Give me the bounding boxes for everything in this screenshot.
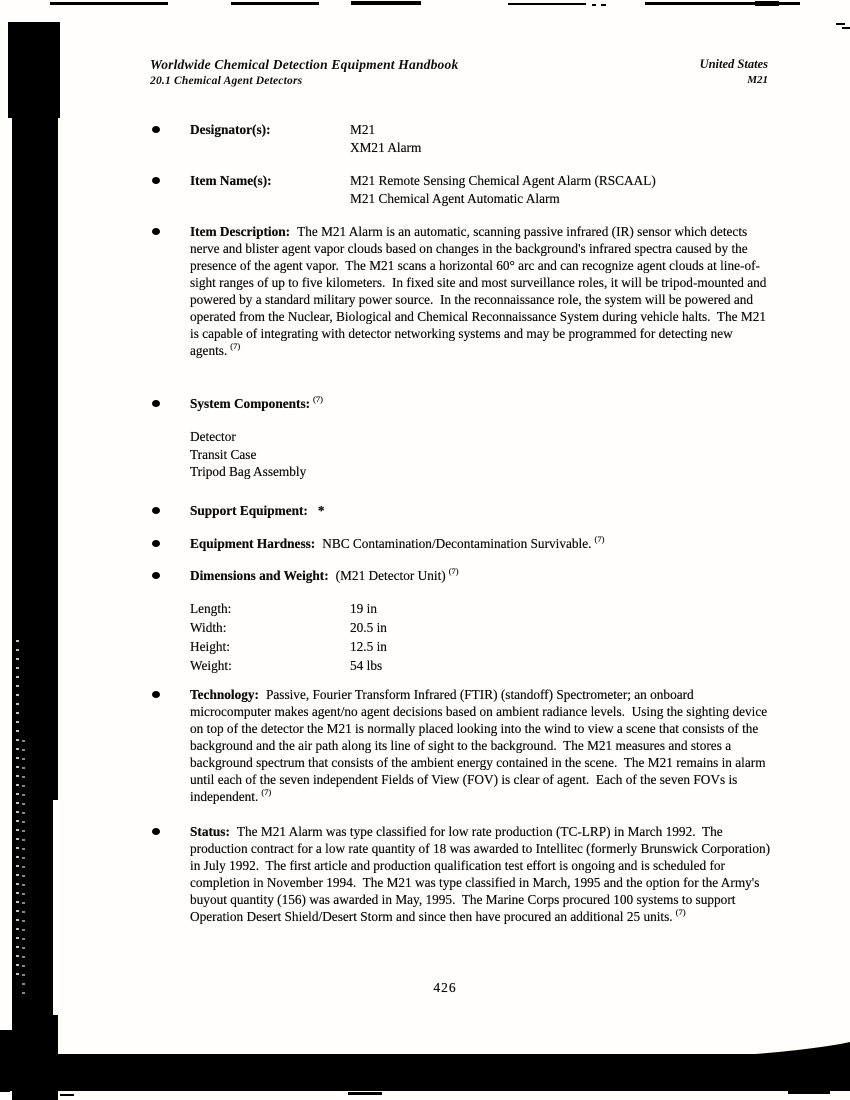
scan-artifact-bottom-band — [0, 1030, 850, 1100]
scan-artifact-bottom-speck — [60, 1094, 74, 1096]
footnote-marker: (7) — [594, 534, 605, 544]
bullet-col — [150, 823, 190, 925]
scan-artifact-speckle — [22, 740, 25, 1000]
item-name-row — [190, 172, 772, 207]
bullet-col — [150, 686, 190, 805]
section-equipment-hardness — [150, 535, 772, 552]
status-paragraph — [190, 823, 772, 925]
handbook-title: Worldwide Chemical Detection Equipment Handbook — [150, 57, 459, 72]
footnote-marker: (7) — [261, 787, 272, 797]
handbook-section: 20.1 Chemical Agent Detectors — [150, 75, 303, 87]
component-item: Transit Case — [190, 446, 257, 462]
designator-row — [190, 121, 772, 156]
section-item-name — [150, 172, 772, 207]
bullet-icon — [152, 507, 160, 514]
footnote-marker: (7) — [313, 394, 323, 404]
item-name-value: M21 Chemical Agent Automatic Alarm — [350, 190, 560, 206]
bullet-col — [150, 172, 190, 207]
equipment-hardness-value: NBC Contamination/Decontamination Survivable. — [322, 536, 592, 551]
bullet-col — [150, 223, 190, 359]
system-components-list — [190, 428, 750, 481]
equipment-hardness-label: Equipment Hardness: — [190, 536, 316, 551]
scan-artifact-left-bar-top-blob — [8, 22, 60, 118]
item-description-text: The M21 Alarm is an automatic, scanning passive infrared (IR) sensor which detects nerve and blister agent vapor clouds based on changes in the background's infrared spectra caused by the presence of the agent vapor. The M21 scans a horizontal 60° arc and can recognize agent clouds at line-of-sight ranges of up to five kilometers. In fixed site and most surveillance roles, it will be tripod-mounted and powered by a standard military power source. In the reconnaissance role, the system will be powered and operated from the Nuclear, Biological and Chemical Reconnaissance System during vehicle halts. The M21 is capable of integrating with detector networking systems and may be programmed for detecting new agents. — [190, 224, 770, 358]
dimension-name: Height: — [190, 639, 230, 654]
designator-values — [350, 121, 421, 156]
scan-artifact-top-dash — [755, 1, 779, 6]
system-components-label: System Components: — [190, 396, 311, 411]
bullet-col — [150, 395, 190, 412]
status-label: Status: — [190, 824, 230, 839]
table-row — [190, 656, 610, 675]
support-equipment-value: * — [317, 503, 325, 518]
scan-artifact-left-bar-gap — [53, 800, 58, 1015]
designator-value: M21 — [350, 122, 376, 137]
section-item-description — [150, 223, 772, 359]
scan-artifact-bottom-speck — [348, 1092, 382, 1095]
scan-artifact-speckle — [16, 640, 19, 980]
technology-text: Passive, Fourier Transform Infrared (FTIR) (standoff) Spectrometer; an onboard microcomputer makes agent/no agent decisions based on ambient radiance levels. Using the sighting device on top of the detector the M21 is normally placed looking into the wind to view a scene that consists of the background and the air path along its line of sight to the background. The M21 measures and stores a background spectrum that consists of the ambient energy contained in the scene. The M21 remains in alarm until each of the seven independent Fields of View (FOV) is clear of agent. Each of the seven FOVs is independent. — [190, 687, 771, 804]
item-name-label: Item Name(s): — [190, 173, 272, 188]
dimension-value: 54 lbs — [350, 658, 383, 673]
support-equipment-label: Support Equipment: — [190, 503, 308, 518]
scan-artifact-top-dot — [601, 4, 606, 6]
section-designator — [150, 121, 772, 156]
item-name-values — [350, 172, 656, 207]
item-name-value: M21 Remote Sensing Chemical Agent Alarm (RSCAAL) — [350, 173, 656, 188]
dimension-name: Width: — [190, 620, 227, 635]
scan-artifact-top-dash — [508, 3, 586, 5]
table-row — [190, 599, 610, 618]
section-support-equipment — [150, 502, 772, 519]
designator-label: Designator(s): — [190, 122, 271, 137]
dimensions-unit-note: (M21 Detector Unit) — [335, 568, 446, 583]
scan-artifact-corner-dash — [836, 23, 845, 25]
bullet-icon — [152, 828, 160, 835]
section-dimensions — [150, 567, 772, 584]
scan-artifact-corner-dash — [842, 27, 850, 29]
status-text: The M21 Alarm was type classified for low rate production (TC-LRP) in March 1992. The production contract for a low rate quantity of 18 was awarded to Intellitec (formerly Brunswick Corporation) in July 1992. The first article and production qualification test effort is ongoing and is scheduled for completion in November 1994. The M21 was type classified in March, 1995 and the option for the Army's buyout quantity (156) was awarded in May, 1995. The Marine Corps procured 100 systems to support Operation Desert Shield/Desert Storm and since then have procured an additional 25 units. — [190, 824, 774, 924]
footnote-marker: (7) — [675, 907, 686, 917]
dimensions-table — [190, 599, 610, 675]
section-system-components — [150, 395, 772, 412]
dimension-value: 19 in — [350, 601, 377, 616]
dimension-value: 20.5 in — [350, 620, 387, 635]
table-row — [190, 637, 610, 656]
bullet-col — [150, 502, 190, 519]
item-description-label: Item Description: — [190, 224, 291, 239]
scan-artifact-top-dash — [351, 1, 421, 5]
section-status — [150, 823, 772, 925]
bullet-col — [150, 567, 190, 584]
system-components-heading — [190, 395, 772, 412]
support-equipment-row — [190, 502, 772, 519]
component-item: Detector — [190, 429, 236, 444]
component-item: Tripod Bag Assembly — [190, 464, 307, 480]
dimension-name: Length: — [190, 601, 232, 616]
technology-label: Technology: — [190, 687, 259, 702]
bullet-icon — [152, 126, 160, 133]
footnote-marker: (7) — [230, 341, 241, 351]
designator-value: XM21 Alarm — [350, 139, 422, 155]
technology-paragraph — [190, 686, 772, 805]
bullet-icon — [152, 540, 160, 547]
dimensions-heading — [190, 567, 772, 584]
bullet-icon — [152, 691, 160, 698]
item-description-paragraph — [190, 223, 772, 359]
bullet-col — [150, 535, 190, 552]
bullet-icon — [152, 572, 160, 579]
footnote-marker: (7) — [448, 566, 459, 576]
bullet-icon — [152, 177, 160, 184]
scan-artifact-top-dot — [592, 4, 596, 6]
scan-artifact-bottom-speck — [788, 1091, 830, 1094]
header-model: M21 — [747, 74, 768, 86]
scan-artifact-top-dash — [231, 2, 319, 5]
equipment-hardness-row — [190, 535, 772, 552]
bullet-icon — [152, 400, 160, 407]
dimension-name: Weight: — [190, 658, 232, 673]
table-row — [190, 618, 610, 637]
section-technology — [150, 686, 772, 805]
bullet-icon — [152, 228, 160, 235]
bullet-col — [150, 121, 190, 156]
header-country: United States — [699, 57, 768, 71]
page-number: 426 — [433, 980, 457, 995]
dimension-value: 12.5 in — [350, 639, 387, 654]
dimensions-label: Dimensions and Weight: — [190, 568, 329, 583]
scan-artifact-top-dash — [50, 2, 168, 5]
